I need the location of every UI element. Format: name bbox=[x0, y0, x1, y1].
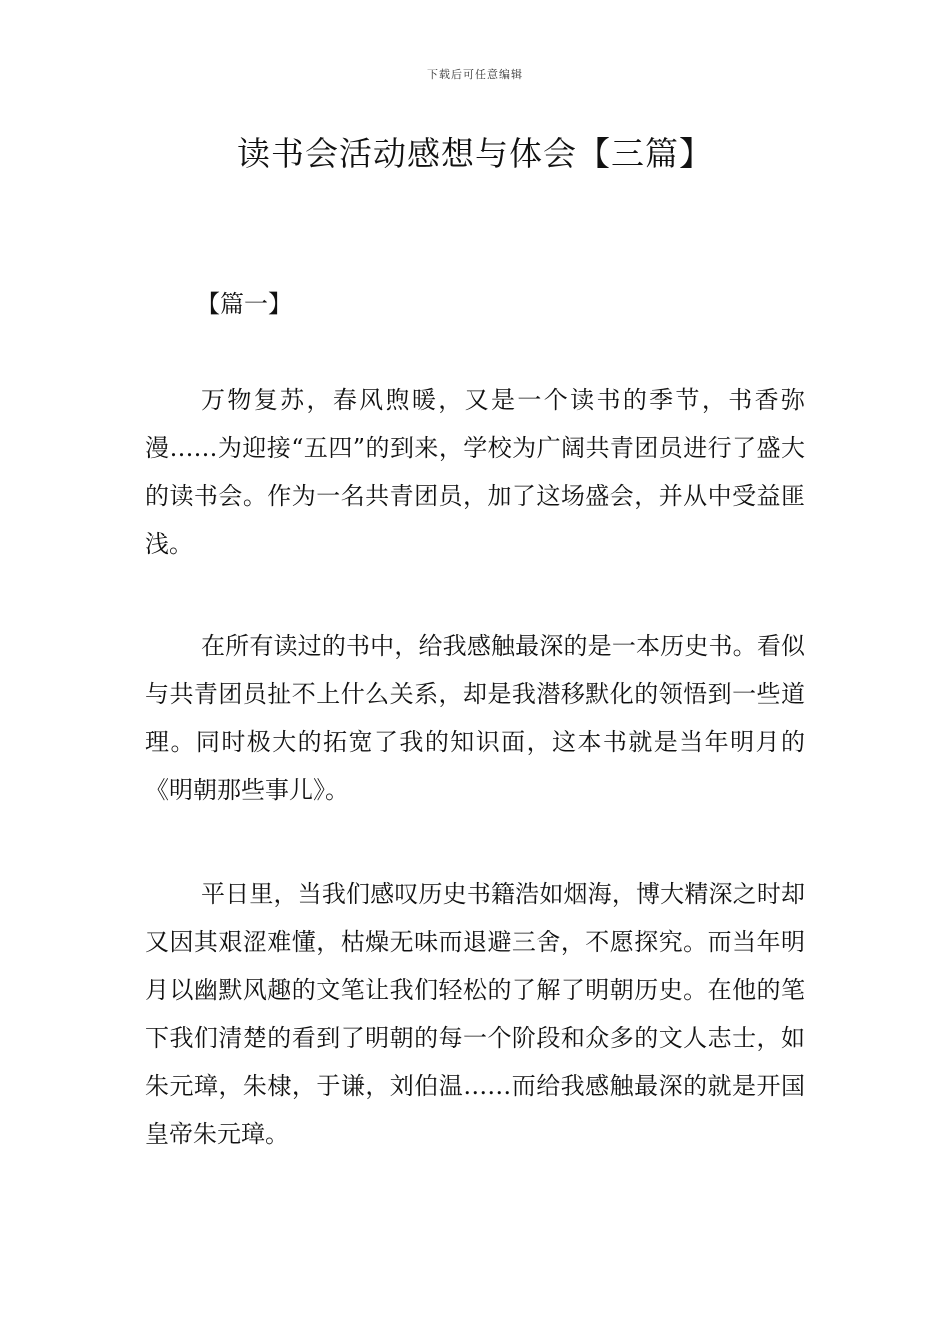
section-heading: 【篇一】 bbox=[196, 290, 292, 318]
paragraph-block-1 bbox=[145, 376, 805, 568]
paragraph-block-2 bbox=[145, 622, 805, 814]
paragraph: 在所有读过的书中，给我感触最深的是一本历史书。看似与共青团员扯不上什么关系，却是我潜移默化的领悟到一些道理。同时极大的拓宽了我的知识面，这本书就是当年明月的《明朝那些事儿》。 bbox=[145, 632, 805, 804]
paragraph: 万物复苏，春风煦暖，又是一个读书的季节，书香弥漫……为迎接“五四”的到来，学校为广阔共青团员进行了盛大的读书会。作为一名共青团员，加了这场盛会，并从中受益匪浅。 bbox=[145, 386, 805, 558]
paragraph-block-3 bbox=[145, 870, 805, 1158]
document-title: 读书会活动感想与体会【三篇】 bbox=[237, 134, 713, 173]
header-note: 下载后可任意编辑 bbox=[427, 68, 523, 81]
paragraph: 平日里，当我们感叹历史书籍浩如烟海，博大精深之时却又因其艰涩难懂，枯燥无味而退避三舍，不愿探究。而当年明月以幽默风趣的文笔让我们轻松的了解了明朝历史。在他的笔下我们清楚的看到了明朝的每一个阶段和众多的文人志士，如朱元璋，朱棣，于谦，刘伯温……而给我感触最深的就是开国皇帝朱元璋。 bbox=[145, 880, 805, 1148]
